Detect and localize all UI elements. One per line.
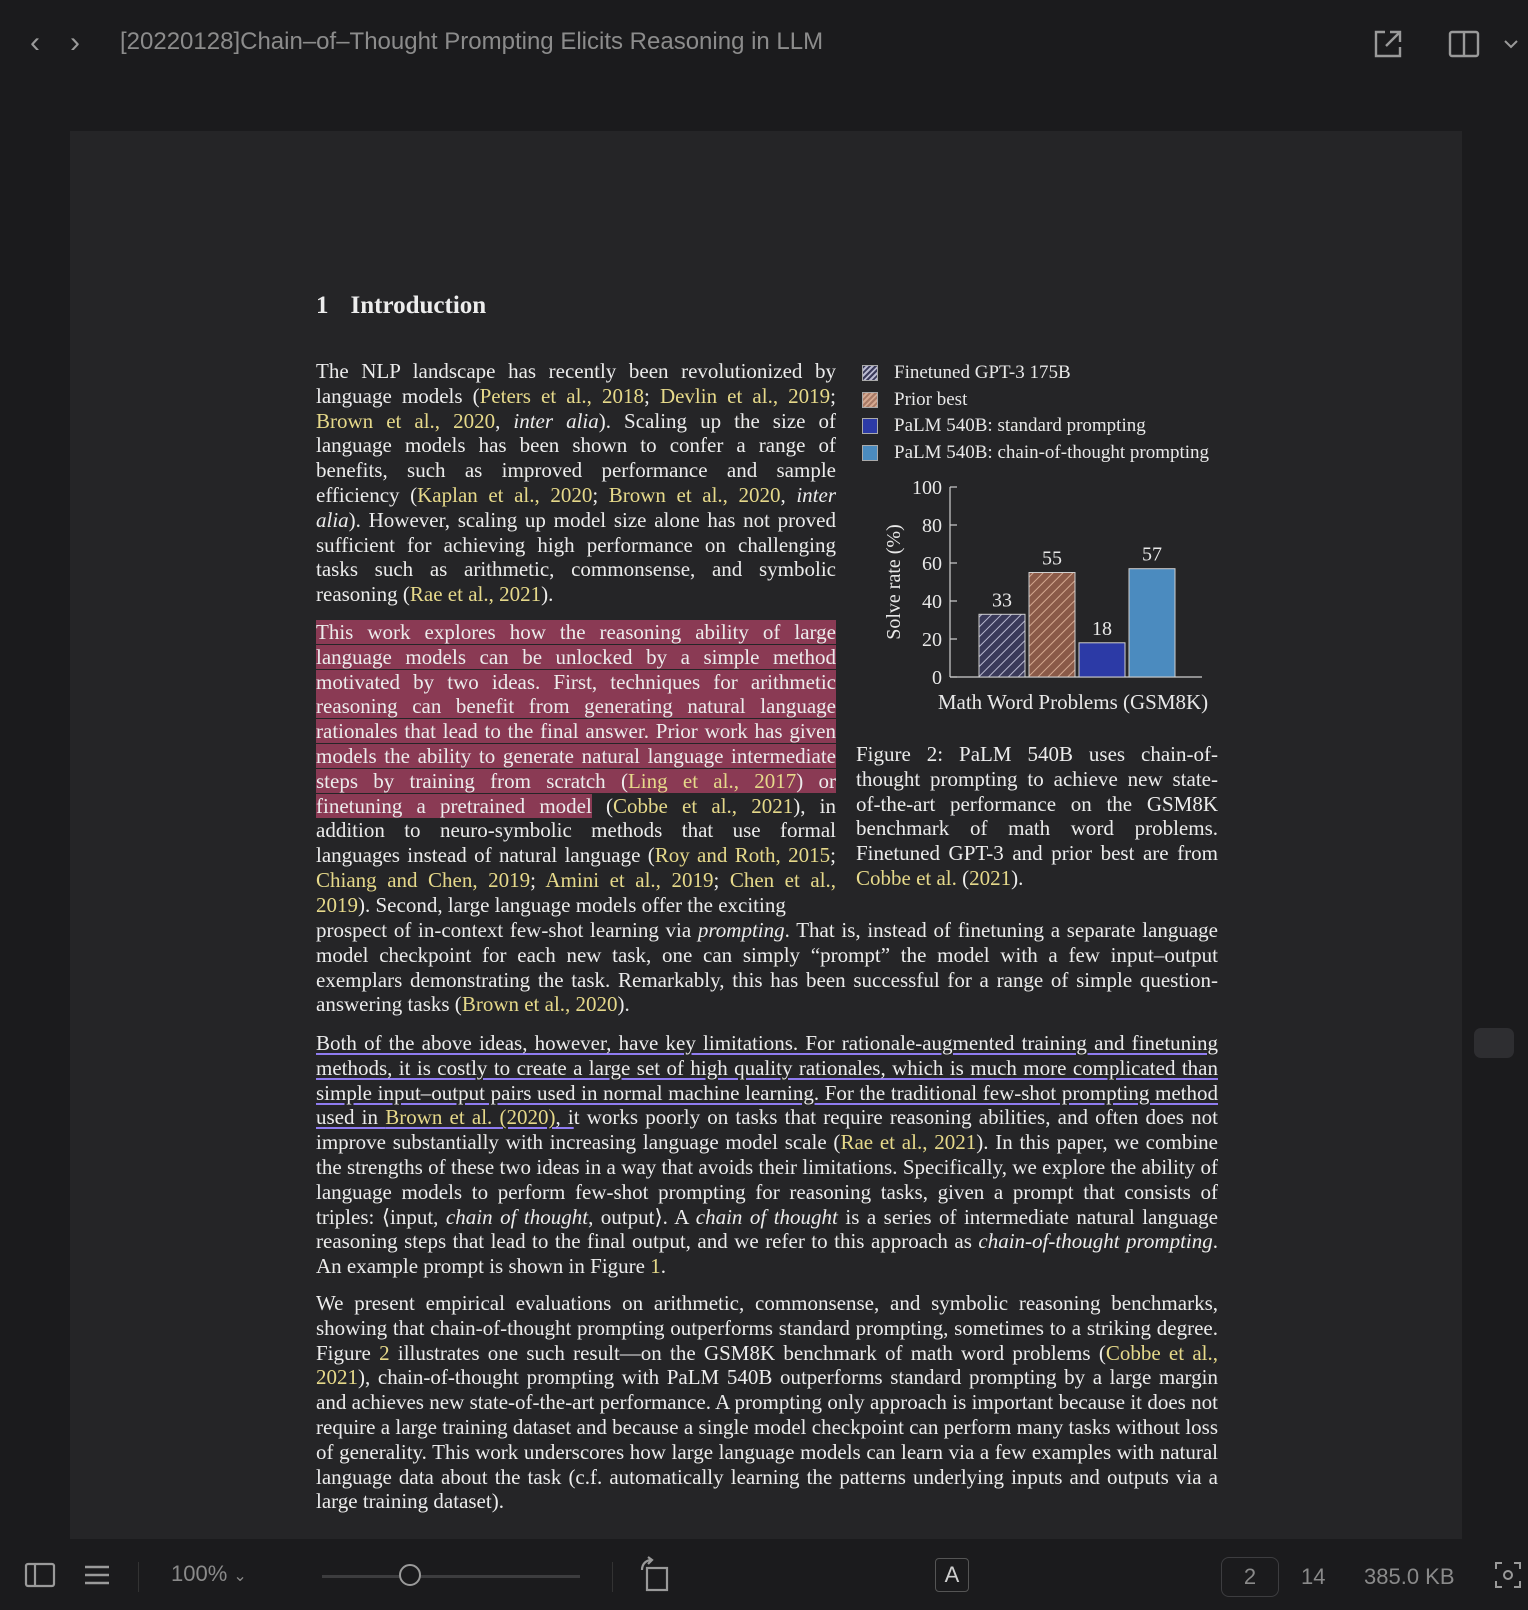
text-run: Both of the above ideas, however, have key limitations. For rationale-augmented training and finetuning methods, it is costly to create a large set of high quality rationales, which is much more complicated than simple input–output pairs used in normal machine learning. For the traditional few-shot prompting method used in xyxy=(316,1031,1218,1130)
legend-entry xyxy=(862,413,1209,440)
chevron-down-icon[interactable] xyxy=(1500,26,1522,62)
citation-link[interactable]: Chiang and Chen, 2019 xyxy=(316,867,531,892)
section-title: Introduction xyxy=(350,292,487,319)
text-run: inter alia xyxy=(513,408,599,433)
paragraph-1 xyxy=(316,359,836,607)
text-run: , i xyxy=(555,1105,574,1130)
citation-link[interactable]: Amini et al., 2019 xyxy=(545,867,714,892)
split-view-icon[interactable] xyxy=(1446,26,1482,62)
sidebar-toggle-icon[interactable] xyxy=(24,1560,56,1590)
text-run: ). Scaling up the size of language models has been shown to confer a range of benefits, such as improved performance and sample efficiency ( xyxy=(316,408,836,507)
legend-label: PaLM 540B: standard prompting xyxy=(894,415,1146,436)
text-run: inter alia xyxy=(316,482,837,532)
text-run: ). xyxy=(1011,865,1024,890)
text-run: is a series of intermediate natural language reasoning steps that lead to the final output, and we refer to this approach as xyxy=(316,1204,1218,1254)
citation-link[interactable]: Roy and Roth, 2015 xyxy=(654,843,831,868)
zoom-slider-track[interactable] xyxy=(322,1575,580,1578)
comment-icon[interactable] xyxy=(1474,1028,1514,1058)
text-run: ; xyxy=(644,383,660,408)
citation-link[interactable]: Brown et al., 2020 xyxy=(461,992,618,1017)
text-run: . xyxy=(660,1254,666,1279)
bar xyxy=(1079,643,1125,677)
paragraph-2-wide xyxy=(316,918,1218,1017)
text-run: prospect of in-context few-shot learning via xyxy=(316,918,698,942)
text-run: ). However, scaling up model size alone has not proved sufficient for achieving high performance on challenging tasks such as arithmetic, commonsense, and symbolic reasoning ( xyxy=(316,507,836,607)
legend-label: Prior best xyxy=(894,388,968,410)
figure-caption xyxy=(856,742,1218,891)
text-run: ). xyxy=(617,992,630,1017)
text-run: This work explores how the reasoning ability of large language models can be unlocked by a simple method motivated by two ideas. First, techniques for arithmetic reasoning can benefit from generating natural language rationales that lead to the final answer. Prior work has given models the ability to generate natural language intermediate steps by training from scratch ( xyxy=(316,620,836,793)
citation-link[interactable]: Ling et al., 2017 xyxy=(627,768,797,793)
text-run: Figure 2: PaLM 540B uses chain-of-thought prompting to achieve new state-of-the-art performance on the GSM8K benchmark of math word problems. Finetuned GPT-3 and prior best are from xyxy=(856,742,1218,866)
legend-entry xyxy=(862,360,1209,387)
bottom-statusbar xyxy=(0,1540,1528,1610)
file-size: 385.0 KB xyxy=(1364,1564,1455,1589)
y-tick-label: 40 xyxy=(922,591,942,613)
text-run: prompting xyxy=(697,918,785,942)
forward-icon[interactable]: › xyxy=(70,26,80,59)
y-tick-label: 60 xyxy=(922,553,942,575)
citation-link[interactable]: Devlin et al., 2019 xyxy=(659,383,831,408)
citation-link[interactable]: Brown et al., 2020 xyxy=(316,408,496,433)
legend-swatch xyxy=(862,365,878,381)
text-run: , xyxy=(495,408,514,433)
chart-legend xyxy=(862,360,1209,466)
citation-link[interactable]: Brown et al. (2020) xyxy=(385,1105,556,1130)
bar-data-label: 55 xyxy=(1042,547,1062,570)
text-run: The NLP landscape has recently been revolutionized by language models ( xyxy=(316,359,836,408)
legend-label: PaLM 540B: chain-of-thought prompting xyxy=(894,441,1210,463)
text-run: ). xyxy=(541,582,554,607)
legend-swatch xyxy=(862,418,878,434)
zoom-value: 100% xyxy=(171,1561,228,1586)
bar-data-label: 57 xyxy=(1142,543,1162,566)
text-run: chain of thought xyxy=(445,1204,589,1229)
text-run: . That is, instead of finetuning a separate language model checkpoint for each new task, one can simply “prompt” the model with a few input–output exemplars demonstrating the task. Remarkably, this has been successful for a range of simple question-answering tasks ( xyxy=(316,918,1218,1017)
y-tick-label: 100 xyxy=(912,477,942,499)
y-tick-label: 80 xyxy=(922,515,942,537)
legend-entry xyxy=(862,440,1209,467)
x-axis-label: Math Word Problems (GSM8K) xyxy=(937,690,1209,714)
text-run: illustrates one such result—on the GSM8K benchmark of math word problems ( xyxy=(389,1340,1106,1365)
y-axis-label: Solve rate (%) xyxy=(883,524,905,640)
citation-link[interactable]: 1 xyxy=(650,1254,661,1279)
text-run: ), in addition to neuro-symbolic methods that use formal languages instead of natural language ( xyxy=(316,793,837,868)
text-run: . An example prompt is shown in Figure xyxy=(316,1229,1219,1279)
page-number-input[interactable]: 2 xyxy=(1221,1557,1279,1597)
text-run: , output⟩. A xyxy=(588,1204,696,1229)
document-title: [20220128]Chain–of–Thought Prompting Elicits Reasoning in LLM xyxy=(120,28,824,55)
divider xyxy=(612,1562,613,1592)
legend-label: Finetuned GPT-3 175B xyxy=(894,362,1071,383)
text-run: ). In this paper, we combine the strengths of these two ideas in a way that avoids their limitations. Specifically, we explore the ability of language models to perform few-shot prompting for reasoning tasks, given a prompt that consists of triples: ⟨input, xyxy=(316,1130,1218,1229)
legend-swatch xyxy=(862,445,878,461)
rotate-page-icon[interactable] xyxy=(638,1556,672,1594)
back-icon[interactable]: ‹ xyxy=(30,26,40,59)
text-run: t works poorly on tasks that require reasoning abilities, and often does not improve substantially with increasing language model scale ( xyxy=(316,1105,1218,1155)
zoom-select[interactable] xyxy=(171,1561,247,1587)
paragraph-3 xyxy=(316,1031,1218,1279)
citation-link[interactable]: Cobbe et al., 2021 xyxy=(613,793,794,818)
outline-list-icon[interactable] xyxy=(82,1560,112,1590)
text-run: , xyxy=(780,482,797,507)
citation-link[interactable]: Brown et al., 2020 xyxy=(608,482,781,507)
open-external-icon[interactable] xyxy=(1370,26,1406,62)
citation-link[interactable]: Peters et al., 2018 xyxy=(479,383,645,408)
page-count: 14 xyxy=(1301,1564,1326,1589)
text-run: ; xyxy=(830,843,836,868)
text-run: ) or finetuning a pretrained model xyxy=(316,768,836,818)
divider xyxy=(138,1562,139,1592)
bar xyxy=(979,614,1025,677)
section-number: 1 xyxy=(316,292,329,319)
text-mode-button[interactable]: A xyxy=(935,1558,969,1592)
paragraph-2-narrow xyxy=(316,620,836,918)
top-toolbar xyxy=(0,0,1528,88)
bar-data-label: 18 xyxy=(1092,617,1112,640)
citation-link[interactable]: Rae et al., 2021 xyxy=(840,1130,977,1155)
text-run: ; xyxy=(830,383,836,408)
y-tick-label: 0 xyxy=(932,667,942,689)
bar xyxy=(1129,569,1175,677)
bar-data-label: 33 xyxy=(992,589,1012,612)
text-run: ( xyxy=(591,793,614,818)
citation-link[interactable]: 2021 xyxy=(969,865,1012,890)
text-run: ; xyxy=(713,867,730,892)
citation-link[interactable]: Rae et al., 2021 xyxy=(409,582,542,607)
chevron-down-icon: ⌄ xyxy=(233,1568,247,1585)
legend-entry xyxy=(862,387,1209,414)
citation-link[interactable]: Cobbe et al. xyxy=(856,865,957,890)
zoom-slider-handle[interactable] xyxy=(399,1564,421,1586)
bar xyxy=(1029,573,1075,678)
text-run: ). Second, large language models offer the exciting xyxy=(358,892,786,917)
text-run: ), chain-of-thought prompting with PaLM 540B outperforms standard prompting by a large margin and achieves new state-of-the-art performance. A prompting only approach is important because it does not require a large training dataset and because a single model checkpoint can perform many tasks without loss of generality. This work underscores how large language models can learn via a few examples with natural language data about the task (c.f. automatically learning the patterns underlying inputs and outputs via a large training dataset). xyxy=(316,1365,1218,1514)
citation-link[interactable]: Chen et al., 2019 xyxy=(316,867,837,917)
text-run: chain-of-thought prompting xyxy=(978,1229,1213,1254)
y-tick-label: 20 xyxy=(922,629,942,651)
citation-link[interactable]: Cobbe et al., 2021 xyxy=(316,1340,1218,1390)
text-run: ; xyxy=(592,482,609,507)
text-run: ; xyxy=(530,867,546,892)
screenshot-icon[interactable] xyxy=(1493,1560,1523,1590)
text-run: chain of thought xyxy=(695,1204,838,1229)
bar-chart xyxy=(878,470,1248,720)
citation-link[interactable]: Kaplan et al., 2020 xyxy=(417,482,593,507)
text-run: ( xyxy=(956,865,970,890)
legend-swatch xyxy=(862,392,878,408)
section-heading xyxy=(316,292,486,320)
citation-link[interactable]: 2 xyxy=(379,1340,390,1365)
text-run: We present empirical evaluations on arithmetic, commonsense, and symbolic reasoning benchmarks, showing that chain-of-thought prompting outperforms standard prompting, sometimes to a striking degree. Figure xyxy=(316,1291,1218,1365)
paragraph-4 xyxy=(316,1291,1218,1514)
